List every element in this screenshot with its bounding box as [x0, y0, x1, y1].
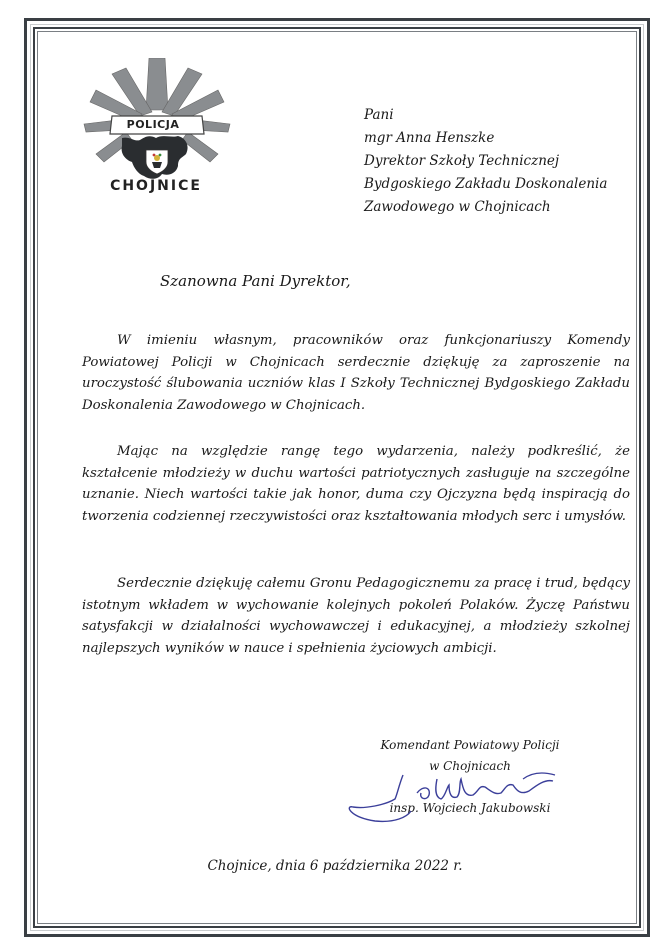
- recipient-address: [364, 104, 607, 219]
- recipient-line: Dyrektor Szkoły Technicznej: [364, 153, 560, 169]
- letter-paragraph: [82, 441, 630, 527]
- recipient-line: mgr Anna Henszke: [364, 130, 495, 146]
- signatory-name: insp. Wojciech Jakubowski: [389, 801, 551, 815]
- letter-paragraph: [82, 573, 630, 659]
- signatory-location: w Chojnicach: [429, 759, 511, 773]
- recipient-line: Zawodowego w Chojnicach: [364, 199, 551, 215]
- letter-paragraph: [82, 330, 630, 416]
- date-line: Chojnice, dnia 6 października 2022 r.: [207, 858, 463, 874]
- logo-policja-text: POLICJA: [126, 118, 180, 131]
- recipient-line: Bydgoskiego Zakładu Doskonalenia: [364, 176, 608, 192]
- logo-chojnice-text: CHOJNICE: [110, 178, 202, 194]
- paragraph-text: Serdecznie dziękuję całemu Gronu Pedagogicznemu za pracę i trud, będący istotnym wkładem w wychowanie kolejnych pokoleń Polaków. Życzę Państwu satysfakcji w działalności wychowawczej i edukacyjnej, a młodzieży szkolnej najlepszych wyników w nauce i spełnienia życiowych ambicji.: [82, 576, 630, 656]
- handwritten-signature: [345, 765, 565, 825]
- signatory-title: Komendant Powiatowy Policji: [380, 738, 560, 752]
- paragraph-text: Mając na względzie rangę tego wydarzenia, należy podkreślić, że kształcenie młodzieży w duchu wartości patriotycznych zasługuje na szczególne uznanie. Niech wartości takie jak honor, duma czy Ojczyzna będą inspiracją do tworzenia codziennej rzeczywistości oraz kształtowania młodych serc i umysłów.: [82, 444, 630, 524]
- paragraph-text: W imieniu własnym, pracowników oraz funkcjonariuszy Komendy Powiatowej Policji w Chojnicach serdecznie dziękuję za zaproszenie na uroczystość ślubowania uczniów klas I Szkoły Technicznej Bydgoskiego Zakładu Doskonalenia Zawodowego w Chojnicach.: [82, 333, 630, 413]
- salutation: Szanowna Pani Dyrektor,: [160, 272, 351, 290]
- police-logo: [82, 58, 232, 208]
- recipient-line: Pani: [364, 107, 394, 123]
